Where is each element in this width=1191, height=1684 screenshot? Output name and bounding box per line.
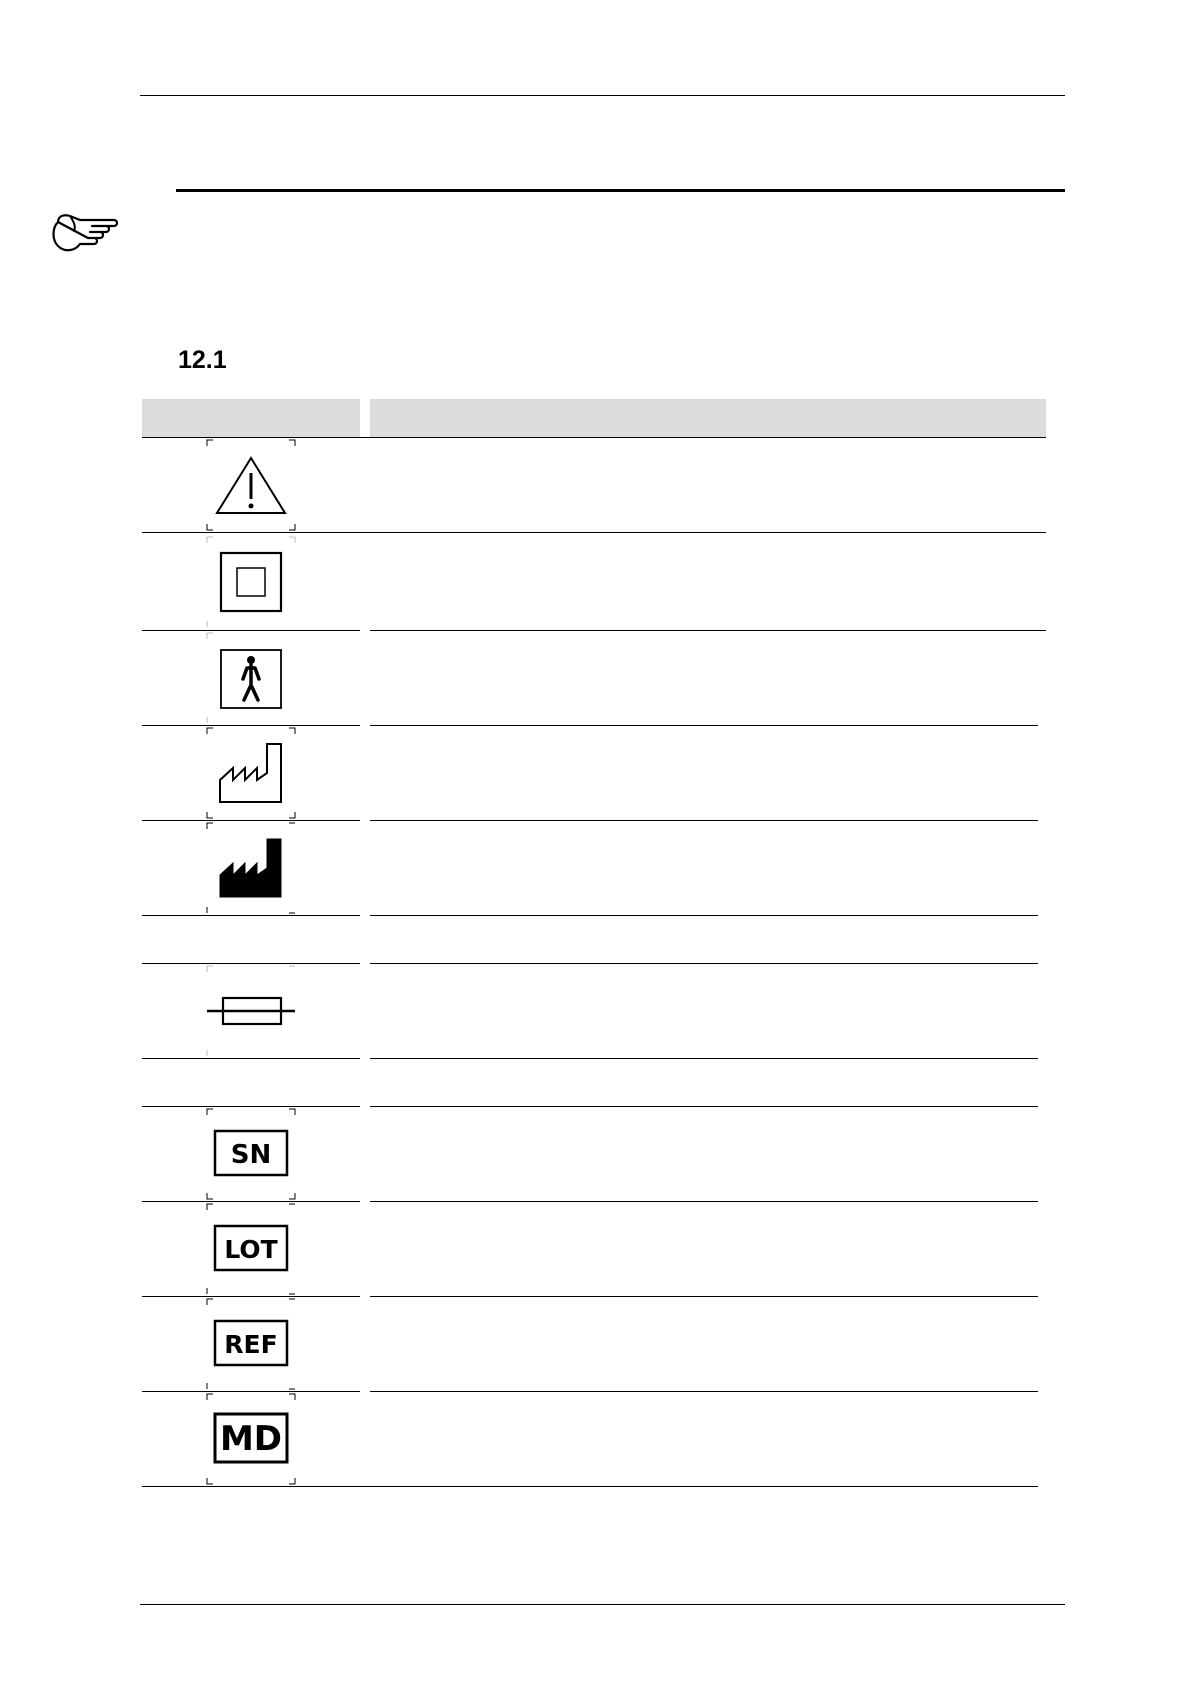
- table-rule: [370, 1106, 1038, 1107]
- table-row-symbol-cell: [142, 1299, 360, 1389]
- table-rule: [370, 725, 1038, 726]
- fuse-icon: [207, 966, 295, 1056]
- table-rule: [370, 1201, 1038, 1202]
- table-header-symbol: [142, 399, 360, 437]
- class-ii-double-square-icon: [207, 537, 295, 627]
- table-rule: [142, 532, 1046, 533]
- date-of-manufacture-icon: [207, 728, 295, 818]
- serial-number-label: SN: [230, 1140, 272, 1170]
- table-rule: [142, 1106, 360, 1107]
- table-row-symbol-cell: [142, 822, 360, 913]
- table-rule: [142, 963, 360, 964]
- table-rule: [142, 820, 360, 821]
- medical-device-label: MD: [219, 1419, 283, 1459]
- lot-number-label: LOT: [224, 1235, 278, 1264]
- table-rule: [370, 915, 1038, 916]
- table-rule: [142, 437, 1046, 438]
- table-rule: [370, 630, 1046, 631]
- reference-number-label: REF: [224, 1330, 278, 1359]
- table-rule: [142, 725, 360, 726]
- table-row-symbol-cell: [142, 1394, 360, 1484]
- table-row-symbol-cell: [142, 727, 360, 818]
- reference-number-icon: [207, 1299, 295, 1389]
- warning-triangle-icon: [207, 440, 295, 530]
- type-b-applied-part-icon: [207, 633, 295, 723]
- page-footer-rule: [140, 1604, 1065, 1605]
- section-number: 12.1: [178, 346, 227, 374]
- table-rule: [142, 915, 360, 916]
- table-rule: [370, 1391, 1038, 1392]
- page-header-rule: [140, 95, 1065, 96]
- medical-device-icon: [207, 1394, 295, 1484]
- table-rule: [142, 1296, 360, 1297]
- table-rule: [142, 1391, 360, 1392]
- table-rule: [370, 1058, 1038, 1059]
- lot-number-icon: [207, 1204, 295, 1294]
- table-row-symbol-cell: [142, 1109, 360, 1199]
- chapter-title-rule: [176, 189, 1065, 192]
- table-rule: [142, 1058, 360, 1059]
- table-rule: [142, 1201, 360, 1202]
- manufacturer-icon: [207, 823, 295, 913]
- table-rule: [142, 1486, 1038, 1487]
- table-rule: [142, 630, 360, 631]
- table-rule: [370, 963, 1038, 964]
- table-rule: [370, 820, 1038, 821]
- table-row-symbol-cell: [142, 632, 360, 723]
- table-row-symbol-cell: [142, 536, 360, 628]
- serial-number-icon: [207, 1109, 295, 1199]
- table-rule: [370, 1296, 1038, 1297]
- table-row-symbol-cell: [142, 966, 360, 1056]
- table-header-description: [370, 399, 1046, 437]
- table-row-symbol-cell: [142, 440, 360, 530]
- table-row-symbol-cell: [142, 1204, 360, 1294]
- pointing-hand-icon: [50, 212, 120, 260]
